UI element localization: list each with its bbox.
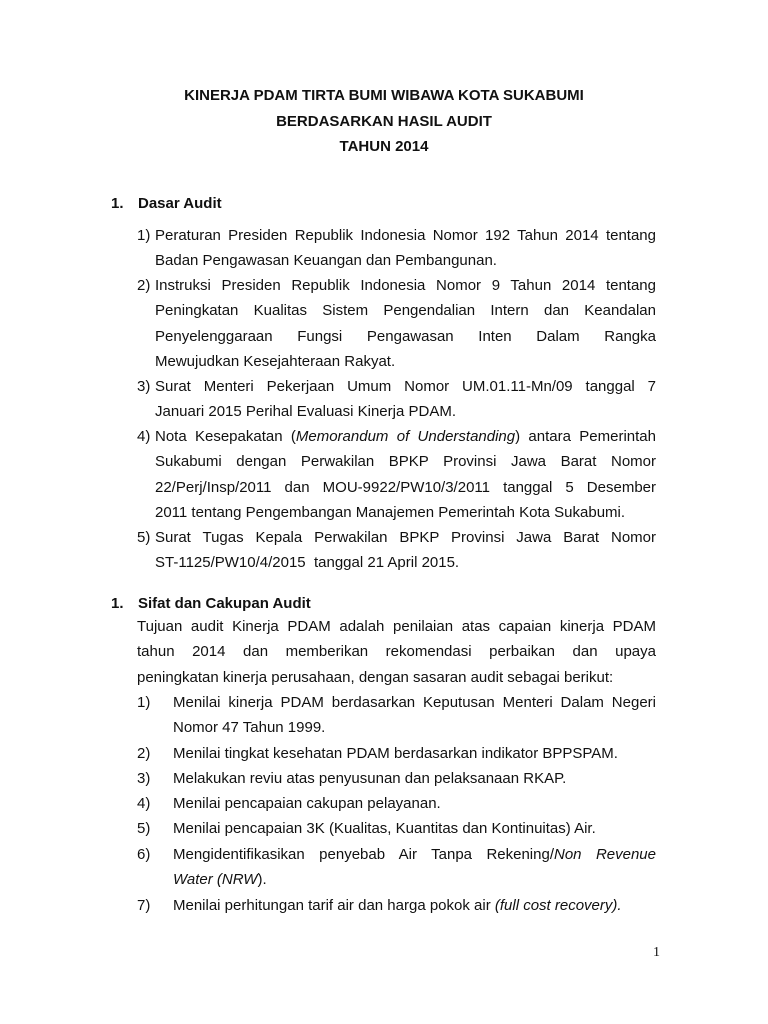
list-item [137,741,656,766]
list-item [137,842,656,893]
text-line: Menilai tingkat kesehatan PDAM berdasarkan indikator BPPSPAM. [173,745,618,762]
section-heading-dasar-audit [111,194,222,214]
text-line: Sukabumi dengan Perwakilan BPKP Provinsi Jawa Barat Nomor [155,453,656,471]
text-line: 2011 tentang Pengembangan Manajemen Pemerintah Kota Sukabumi. [155,503,626,521]
text-line: Mewujudkan Kesejahteraan Rakyat. [155,352,396,370]
list-marker: 4) [137,795,151,812]
list-marker: 2) [137,277,151,294]
text-line: Surat Tugas Kepala Perwakilan BPKP Provinsi Jawa Barat Nomor [155,529,656,546]
list-item [137,273,656,374]
text-line: ST-1125/PW10/4/2015 tanggal 21 April 2015. [155,554,460,572]
list-item [137,223,656,274]
list-marker: 1) [137,694,151,711]
list-marker: 4) [137,428,151,445]
list-item [137,791,656,816]
document-title-line-2: BERDASARKAN HASIL AUDIT [276,113,492,130]
intro-paragraph [137,614,656,690]
list-marker: 5) [137,529,151,546]
text-line: peningkatan kinerja perusahaan, dengan sasaran audit sebagai berikut: [137,668,614,686]
italic-term: (full cost recovery). [494,897,622,914]
text-line: Menilai perhitungan tarif air dan harga pokok air (full cost recovery). [173,897,622,914]
text-line: Badan Pengawasan Keuangan dan Pembangunan. [155,252,497,270]
list-marker: 3) [137,378,151,395]
italic-term: Water (NRW [173,871,258,889]
list-item [137,424,656,525]
text-line: Penyelenggaraan Fungsi Pengawasan Inten Dalam Rangka [155,327,656,345]
list-marker: 7) [137,897,151,914]
list-item [137,525,656,576]
list-item [137,893,656,918]
section-number: 1. [111,595,124,612]
list-marker: 3) [137,770,151,787]
section-heading-sifat-cakupan [111,594,311,614]
text-line: Januari 2015 Perihal Evaluasi Kinerja PDAM. [155,403,456,421]
text-line: Water (NRW). [173,871,267,889]
text-line: Menilai pencapaian cakupan pelayanan. [173,795,441,812]
document-title-line-1: KINERJA PDAM TIRTA BUMI WIBAWA KOTA SUKABUMI [184,87,584,104]
italic-term: Non Revenue [554,846,656,863]
list-marker: 1) [137,227,151,244]
text-line: Peningkatan Kualitas Sistem Pengendalian Intern dan Keandalan [155,302,656,320]
list-item [137,766,656,791]
text-line: Surat Menteri Pekerjaan Umum Nomor UM.01.11-Mn/09 tanggal 7 [155,378,656,395]
list-item [137,374,656,425]
text-line: Melakukan reviu atas penyusunan dan pelaksanaan RKAP. [173,770,567,787]
text-line: Nota Kesepakatan (Memorandum of Understanding) antara Pemerintah [155,428,656,445]
list-item [137,816,656,841]
section-number: 1. [111,195,124,212]
section-title: Dasar Audit [138,195,222,212]
text-line: Mengidentifikasikan penyebab Air Tanpa Rekening/Non Revenue [173,846,656,863]
text-line: Tujuan audit Kinerja PDAM adalah penilaian atas capaian kinerja PDAM [137,618,656,635]
page-number: 1 [653,945,660,960]
text-line: Menilai pencapaian 3K (Kualitas, Kuantitas dan Kontinuitas) Air. [173,820,596,837]
text-line: 22/Perj/Insp/2011 dan MOU-9922/PW10/3/2011 tanggal 5 Desember [155,478,656,496]
text-line: Menilai kinerja PDAM berdasarkan Keputusan Menteri Dalam Negeri [173,694,656,711]
text-line: Peraturan Presiden Republik Indonesia Nomor 192 Tahun 2014 tentang [155,227,656,244]
section-title: Sifat dan Cakupan Audit [138,595,311,612]
text-line: tahun 2014 dan memberikan rekomendasi perbaikan dan upaya [137,643,656,661]
list-marker: 2) [137,745,151,762]
text-line: Instruksi Presiden Republik Indonesia Nomor 9 Tahun 2014 tentang [155,277,656,294]
list-marker: 6) [137,846,151,863]
text-line: Nomor 47 Tahun 1999. [173,719,326,737]
list-marker: 5) [137,820,151,837]
italic-term: Memorandum of Understanding [295,428,516,445]
list-item [137,690,656,741]
document-title-line-3: TAHUN 2014 [339,138,429,155]
